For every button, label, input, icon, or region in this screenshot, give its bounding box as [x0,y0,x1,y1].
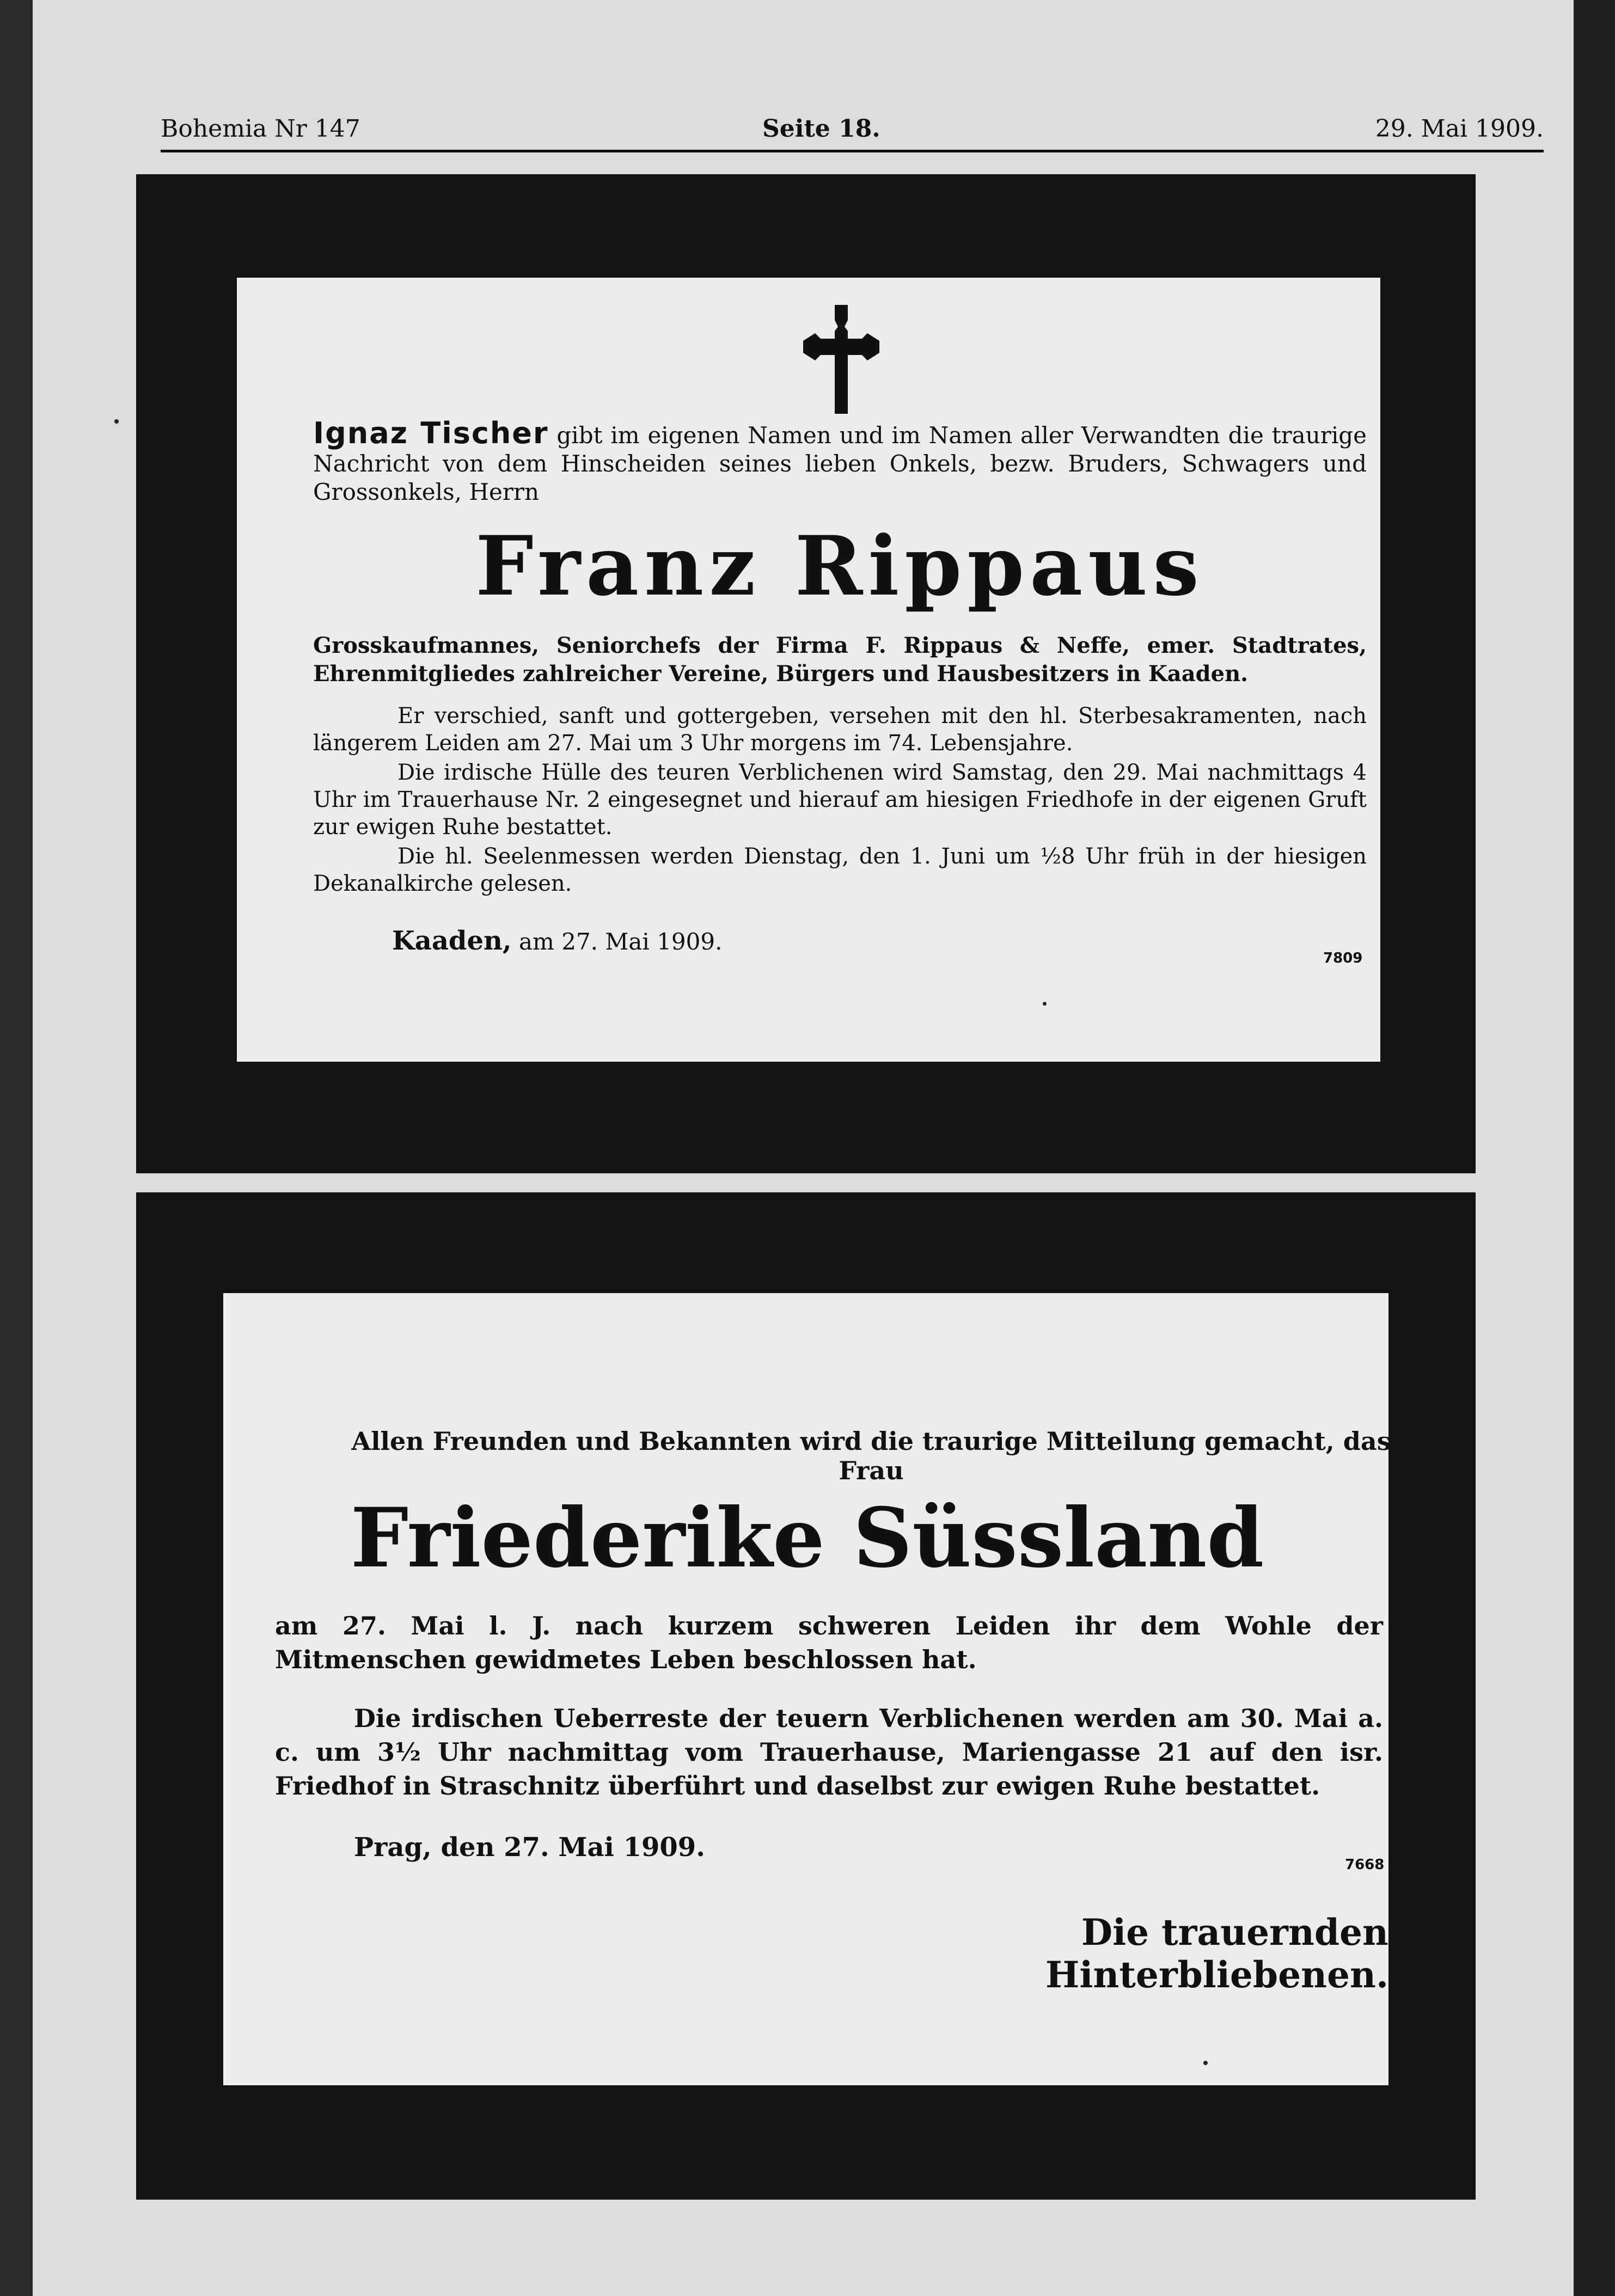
notice-2-place: Prag, [354,1832,432,1863]
scan-speck [1043,1002,1047,1006]
notice-2-paragraph: am 27. Mai l. J. nach kurzem schweren Leiden ihr dem Wohle der Mitmenschen gewidmetes Leben beschlossen hat. [275,1611,1383,1674]
notice-1-lead [313,416,1367,506]
running-head [161,112,1544,152]
notice-2-closing: Die trauernden Hinterbliebenen. [1045,1911,1388,1996]
notice-1-body [313,702,1367,899]
notice-1-deceased-name: Franz Rippaus [475,518,1204,614]
notice-1-paragraph: Er verschied, sanft und gottergeben, versehen mit den hl. Sterbesakramenten, nach längerem Leiden am 27. Mai um 3 Uhr morgens im 74. Lebensjahre. [313,703,1367,756]
running-head-publication: Bohemia Nr 147 [161,115,360,143]
notice-1-ad-number: 7809 [1323,950,1363,966]
scan-edge-right [1574,0,1615,2296]
notice-1-announcer: Ignaz Tischer [313,416,549,450]
notice-1-place: Kaaden, [392,926,512,956]
notice-1-date: am 27. Mai 1909. [519,928,723,955]
notice-1-paragraph: Die irdische Hülle des teuren Verblichenen wird Samstag, den 29. Mai nachmittags 4 Uhr im Trauerhause Nr. 2 eingesegnet und hierauf am hiesigen Friedhofe in der eigenen Gruft zur ewigen Ruhe bestattet. [313,760,1367,840]
notice-1-titles: Grosskaufmannes, Seniorchefs der Firma F. Rippaus & Neffe, emer. Stadtrates, Ehrenmitgliedes zahlreicher Vereine, Bürgers und Hausbesitzers in Kaaden. [313,633,1367,687]
notice-1-lead-text: gibt im eigenen Namen und im Namen aller Verwandten die traurige Nachricht von dem Hinscheiden seines lieben Onkels, bezw. Bruders, Schwagers und Grossonkels, Herrn [313,422,1367,505]
running-head-page: Seite 18. [762,115,880,143]
scan-edge-left [0,0,33,2296]
notice-2-ad-number: 7668 [1345,1857,1385,1873]
scan-speck [114,419,119,424]
cross-icon [803,305,879,414]
notice-1-paragraph: Die hl. Seelenmessen werden Dienstag, den 1. Juni um ½8 Uhr früh in der hiesigen Dekanalkirche gelesen. [313,844,1367,896]
page-seam [136,1173,1476,1192]
notice-2-deceased-name: Friederike Süssland [350,1490,1264,1586]
notice-2-lead: Allen Freunden und Bekannten wird die traurige Mitteilung gemacht, das Frau [351,1426,1391,1485]
notice-2-date: den 27. Mai 1909. [441,1832,705,1863]
notice-1-signature [392,926,722,956]
notice-2-signature [354,1832,705,1863]
running-head-date: 29. Mai 1909. [1375,115,1544,143]
notice-2-paragraph: Die irdischen Ueberreste der teuern Verblichenen werden am 30. Mai a. c. um 3½ Uhr nachmittag vom Trauerhause, Mariengasse 21 auf den isr. Friedhof in Straschnitz überführt und daselbst zur ewigen Ruhe bestattet. [275,1704,1383,1801]
scan-speck [1203,2061,1208,2065]
